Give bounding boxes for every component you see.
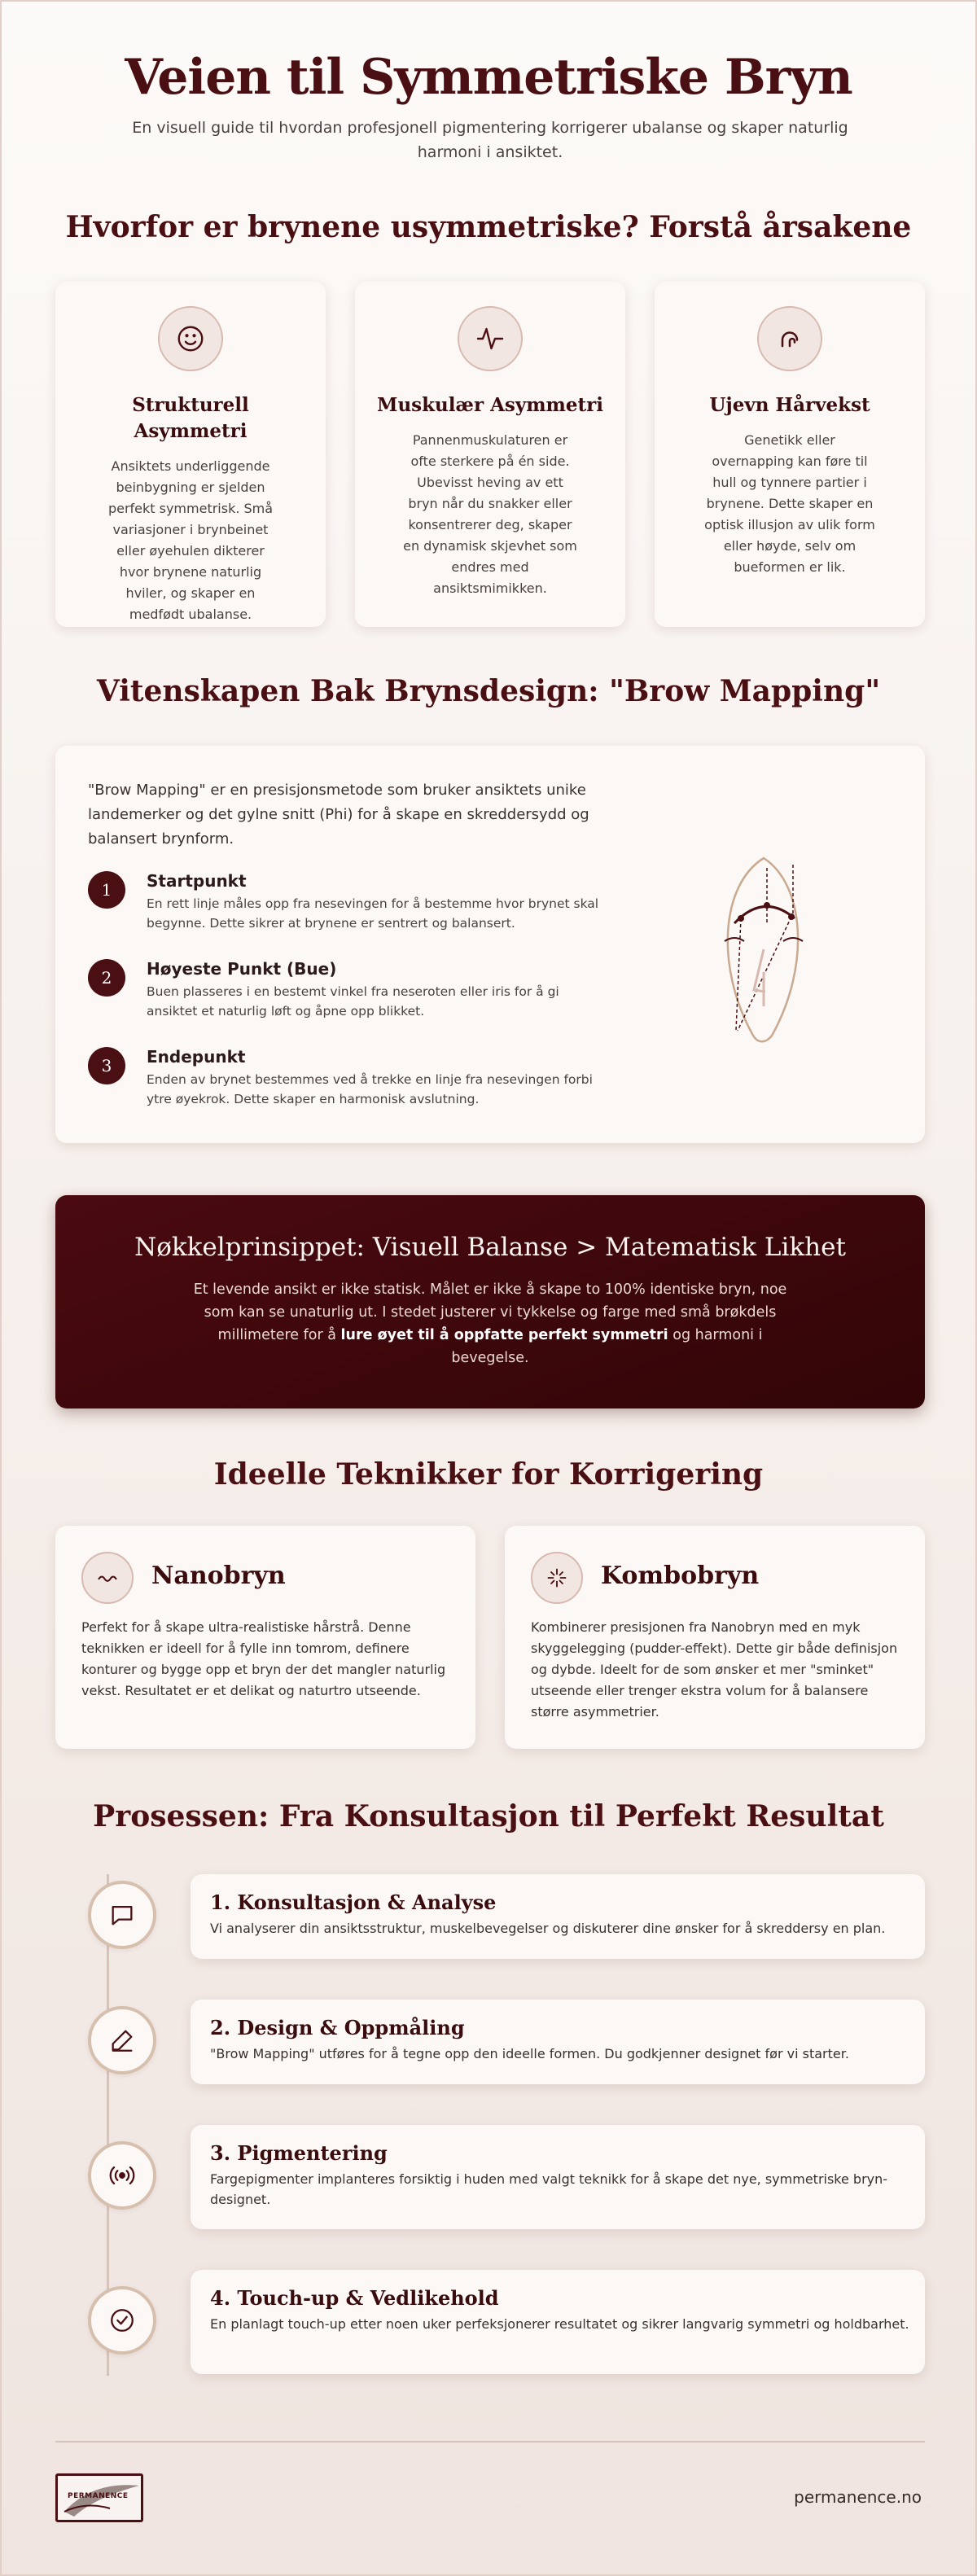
footer-divider bbox=[55, 2441, 925, 2442]
step-title: Endepunkt bbox=[147, 1047, 246, 1067]
step-title: Startpunkt bbox=[147, 871, 247, 891]
technique-text: Kombinerer presisjonen fra Nanobryn med en myk skyggelegging (pudder-effekt). Dette gir både definisjon og dybde. Ideelt for de som ønsker et mer "sminket" utseende eller trenger ekstra volum for å balansere større asymmetrier. bbox=[531, 1619, 898, 1720]
principle-title: Nøkkelprinsippet: Visuell Balanse > Matematisk Likhet bbox=[134, 1233, 846, 1262]
process-step-text: Vi analyserer din ansiktsstruktur, muskelbevegelser og diskuterer dine ønsker for å skreddersy en plan. bbox=[210, 1921, 886, 1936]
cause-title: Ujevn Hårvekst bbox=[709, 394, 870, 416]
process-section-title: Prosessen: Fra Konsultasjon til Perfekt Resultat bbox=[93, 1799, 884, 1833]
technique-title: Nanobryn bbox=[151, 1562, 286, 1590]
page-subtitle: En visuell guide til hvordan profesjonell pigmentering korrigerer ubalanse og skaper naturlig harmoni i ansiktet. bbox=[132, 119, 848, 161]
mapping-section-title: Vitenskapen Bak Brynsdesign: "Brow Mapping" bbox=[96, 674, 881, 708]
techniques-section-title: Ideelle Teknikker for Korrigering bbox=[213, 1457, 764, 1492]
process-step-text: En planlagt touch-up etter noen uker perfeksjonerer resultatet og sikrer langvarig symmetri og holdbarhet. bbox=[210, 2316, 909, 2332]
chat-icon bbox=[88, 1881, 156, 1949]
step-text: Buen plasseres i en bestemt vinkel fra neseroten eller iris for å gi ansiktet et naturlig løft og åpne opp blikket. bbox=[147, 984, 559, 1019]
technique-card-kombobryn bbox=[505, 1526, 925, 1749]
radio-icon bbox=[88, 2141, 156, 2210]
cause-text: Pannenmuskulaturen er ofte sterkere på én side. Ubevisst heving av ett bryn når du snakker eller konsentrerer deg, skaper en dynamisk skjevhet som endres med ansiktsmimikken. bbox=[403, 432, 577, 596]
process-step-title: 3. Pigmentering bbox=[210, 2141, 388, 2165]
technique-card-nanobryn bbox=[55, 1526, 475, 1749]
mapping-intro: "Brow Mapping" er en presisjonsmetode som bruker ansiktets unike landemerker og det gylne snitt (Phi) for å skape en skreddersydd og balansert brynform. bbox=[88, 782, 589, 848]
technique-title: Kombobryn bbox=[601, 1562, 760, 1590]
process-step-2 bbox=[191, 2000, 925, 2084]
step-number: 3 bbox=[88, 1047, 125, 1084]
check-circle-icon bbox=[88, 2286, 156, 2355]
step-number: 2 bbox=[88, 959, 125, 997]
step-title: Høyeste Punkt (Bue) bbox=[147, 959, 337, 979]
process-step-3 bbox=[191, 2125, 925, 2229]
sparkle-icon bbox=[531, 1552, 583, 1604]
process-step-text: "Brow Mapping" utføres for å tegne opp den ideelle formen. Du godkjenner designet før vi starter. bbox=[210, 2046, 849, 2061]
process-step-text: Fargepigmenter implanteres forsiktig i huden med valgt teknikk for å skape det nye, symmetriske bryn-designet. bbox=[210, 2171, 888, 2207]
cause-card-muscular bbox=[355, 282, 625, 627]
cause-text: Genetikk eller overnapping kan føre til hull og tynnere partier i brynene. Dette skaper en optisk illusjon av ulik form eller høyde, selv om bueformen er lik. bbox=[704, 432, 875, 575]
cause-title: Strukturell Asymmetri bbox=[132, 394, 249, 442]
brow-mapping-card bbox=[55, 746, 925, 1143]
process-step-1 bbox=[191, 1874, 925, 1959]
activity-icon bbox=[458, 306, 523, 371]
step-text: Enden av brynet bestemmes ved å trekke en linje fra nesevingen forbi ytre øyekrok. Dette skaper en harmonisk avslutning. bbox=[147, 1072, 593, 1106]
step-number: 1 bbox=[88, 871, 125, 909]
technique-text: Perfekt for å skape ultra-realistiske hårstrå. Denne teknikken er ideell for å fylle inn tomrom, definere konturer og bygge opp et bryn der det mangler naturlig vekst. Resultatet er et delikat og naturtro utseende. bbox=[81, 1619, 446, 1698]
causes-section-title: Hvorfor er brynene usymmetriske? Forstå årsakene bbox=[65, 210, 912, 244]
brand-logo bbox=[55, 2473, 143, 2522]
key-principle-banner bbox=[55, 1195, 925, 1408]
brow-icon bbox=[81, 1552, 134, 1604]
cause-text: Ansiktets underliggende beinbygning er sjelden perfekt symmetrisk. Små variasjoner i brynbeinet eller øyehulen dikterer hvor brynene naturlig hviler, og skaper en medfødt ubalanse. bbox=[107, 458, 274, 622]
logo-text: PERMANENCE bbox=[68, 2492, 129, 2500]
cause-card-hair-growth bbox=[655, 282, 925, 627]
step-text: En rett linje måles opp fra nesevingen for å bestemme hvor brynet skal begynne. Dette sikrer at brynene er sentrert og balansert. bbox=[147, 896, 599, 931]
cause-title: Muskulær Asymmetri bbox=[376, 394, 604, 416]
website-link[interactable]: permanence.no bbox=[794, 2487, 922, 2507]
principle-highlight: lure øyet til å oppfatte perfekt symmetri bbox=[340, 1327, 668, 1343]
principle-text: Et levende ansikt er ikke statisk. Målet er ikke å skape to 100% identiske bryn, noe som kan se unaturlig ut. I stedet justerer vi tykkelse og farge med små brøkdels millimetere for å lure øyet til å oppfatte perfekt symmetri og harmoni i bevegelse. bbox=[193, 1281, 787, 1366]
smile-icon bbox=[158, 306, 223, 371]
process-step-4 bbox=[191, 2270, 925, 2374]
hair-growth-icon bbox=[757, 306, 822, 371]
face-mapping-illustration bbox=[707, 852, 821, 1047]
process-step-title: 4. Touch-up & Vedlikehold bbox=[210, 2286, 499, 2310]
page-title: Veien til Symmetriske Bryn bbox=[125, 49, 852, 106]
process-step-title: 1. Konsultasjon & Analyse bbox=[210, 1890, 497, 1914]
pen-icon bbox=[88, 2006, 156, 2074]
process-step-title: 2. Design & Oppmåling bbox=[210, 2016, 465, 2039]
cause-card-structural bbox=[55, 282, 326, 627]
